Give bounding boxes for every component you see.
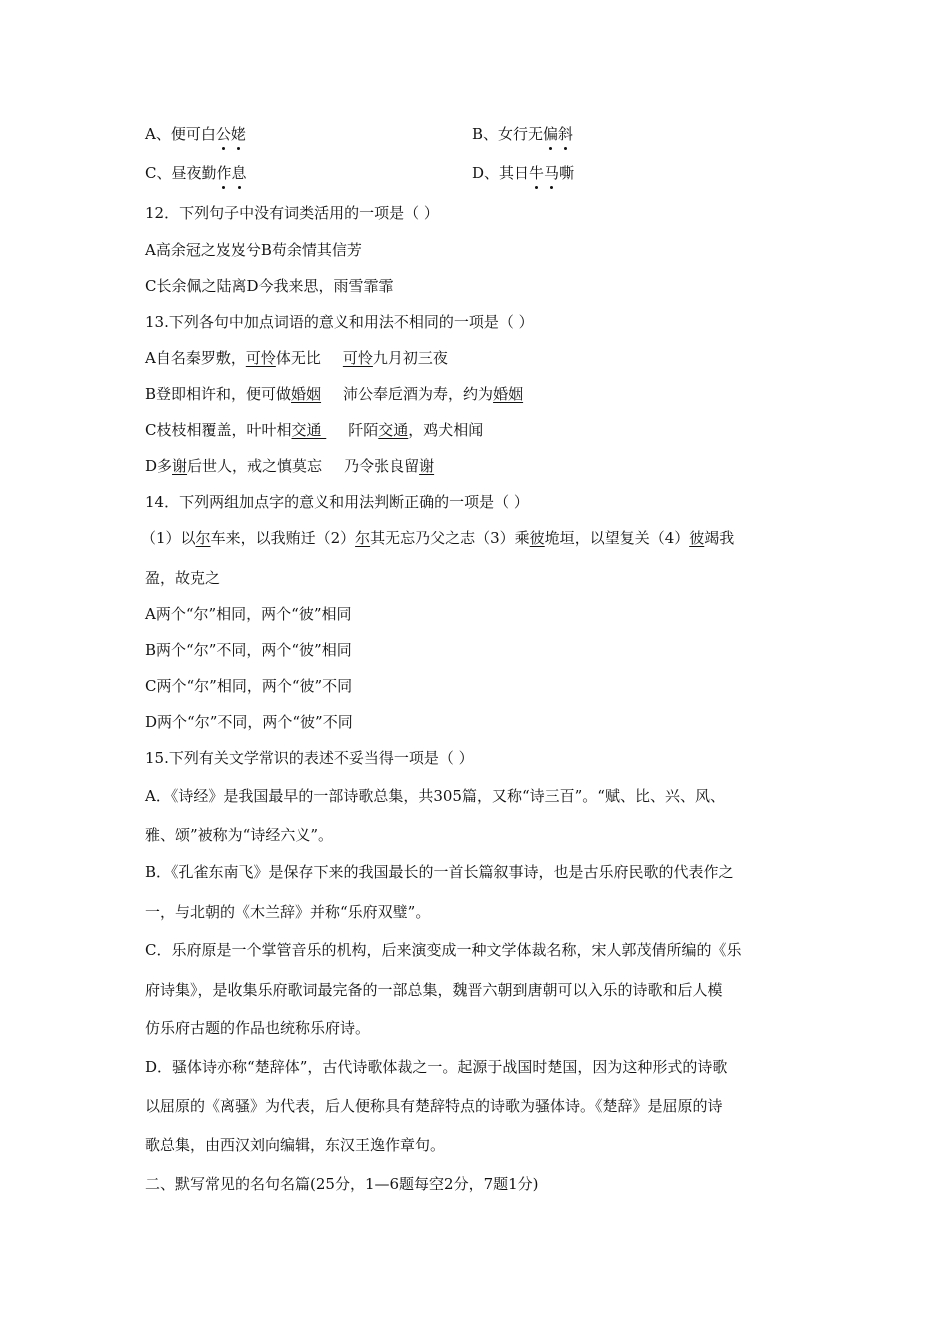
dotted-char: 马 [544, 164, 560, 182]
q15-option-a-line-2: 雅、颂”被称为“诗经六义”。 [145, 826, 334, 844]
q15-option-d-line-3: 歌总集，由西汉刘向编辑，东汉王逸作章句。 [145, 1136, 446, 1154]
underlined-word: 尔 [355, 529, 371, 547]
q14-stem: 14．下列两组加点字的意义和用法判断正确的一项是（ ） [145, 493, 529, 511]
q11-options-ab [145, 124, 574, 144]
q12-stem: 12．下列句子中没有词类活用的一项是（ ） [145, 204, 439, 222]
q15-stem: 15.下列有关文学常识的表述不妥当得一项是（ ） [145, 749, 474, 767]
q12-options-cd: C长余佩之陆离D今我来思，雨雪霏霏 [145, 277, 394, 295]
underlined-word: 尔 [195, 529, 211, 547]
dotted-char: 姥 [230, 125, 246, 143]
dotted-char: 公 [215, 125, 231, 143]
underlined-word: 婚姻 [493, 385, 524, 403]
dotted-char: 偏 [543, 125, 559, 143]
underlined-word: 交通 [378, 421, 409, 439]
underlined-word: 可怜 [245, 349, 276, 367]
q15-option-c-line-3: 仿乐府古题的作品也统称乐府诗。 [145, 1019, 371, 1037]
q14-option-b: B两个“尔”不同，两个“彼”相同 [145, 641, 352, 659]
q13-option-d: D多谢后世人，戒之慎莫忘 乃令张良留谢 [145, 457, 435, 475]
q14-option-d: D两个“尔”不同，两个“彼”不同 [145, 713, 353, 731]
q14-option-a: A两个“尔”相同，两个“彼”相同 [145, 605, 352, 623]
dotted-char: 斜 [558, 125, 574, 143]
q11-option-d: D、其日牛马嘶 [472, 164, 575, 182]
q14-line-1: （1）以尔车来，以我贿迁（2）尔其无忘乃父之志（3）乘彼垝垣，以望复关（4）彼竭我 [141, 529, 735, 547]
dotted-char: 牛 [529, 164, 545, 182]
q12-options-ab: A高余冠之岌岌兮B苟余情其信芳 [145, 241, 362, 259]
underlined-word: 可怜 [342, 349, 373, 367]
q14-line-2: 盈，故克之 [145, 569, 221, 587]
dotted-char: 息 [231, 164, 247, 182]
q11-option-c: C、昼夜勤作息 [145, 164, 247, 182]
underlined-word: 交通 [291, 421, 327, 439]
q14-option-c: C两个“尔”相同，两个“彼”不同 [145, 677, 353, 695]
underlined-word: 彼 [529, 529, 545, 547]
q13-stem: 13.下列各句中加点词语的意义和用法不相同的一项是（ ） [145, 313, 534, 331]
underlined-word: 谢 [419, 457, 435, 475]
underlined-word: 彼 [689, 529, 705, 547]
q15-option-b-line-1: B．《孔雀东南飞》是保存下来的我国最长的一首长篇叙事诗，也是古乐府民歌的代表作之 [145, 863, 734, 881]
q13-option-c: C枝枝相覆盖，叶叶相交通 阡陌交通，鸡犬相闻 [145, 421, 484, 439]
q11-options-cd [145, 163, 575, 183]
q15-option-d-line-2: 以屈原的《离骚》为代表，后人便称具有楚辞特点的诗歌为骚体诗。《楚辞》是屈原的诗 [145, 1097, 723, 1115]
section-2-title: 二、默写常见的名句名篇(25分，1—6题每空2分，7题1分) [145, 1175, 539, 1193]
q15-option-c-line-2: 府诗集》，是收集乐府歌词最完备的一部总集，魏晋六朝到唐朝可以入乐的诗歌和后人模 [145, 981, 723, 999]
q13-option-b: B登即相许和，便可做婚姻 沛公奉卮酒为寿，约为婚姻 [145, 385, 524, 403]
dotted-char: 作 [216, 164, 232, 182]
q15-option-b-line-2: 一，与北朝的《木兰辞》并称“乐府双璧”。 [145, 903, 431, 921]
q15-option-d-line-1: D．骚体诗亦称“楚辞体”，古代诗歌体裁之一。起源于战国时楚国，因为这种形式的诗歌 [145, 1058, 728, 1076]
underlined-word: 谢 [172, 457, 188, 475]
q11-option-b: B、女行无偏斜 [472, 125, 574, 143]
underlined-word: 婚姻 [291, 385, 322, 403]
q11-option-a: A、便可白公姥 [145, 125, 246, 143]
q15-option-a-line-1: A．《诗经》是我国最早的一部诗歌总集，共305篇，又称“诗三百”。“赋、比、兴、风、 [145, 787, 725, 805]
q13-option-a: A自名秦罗敷，可怜体无比 可怜九月初三夜 [145, 349, 448, 367]
q15-option-c-line-1: C．乐府原是一个掌管音乐的机构，后来演变成一种文学体裁名称，宋人郭茂倩所编的《乐 [145, 941, 742, 959]
